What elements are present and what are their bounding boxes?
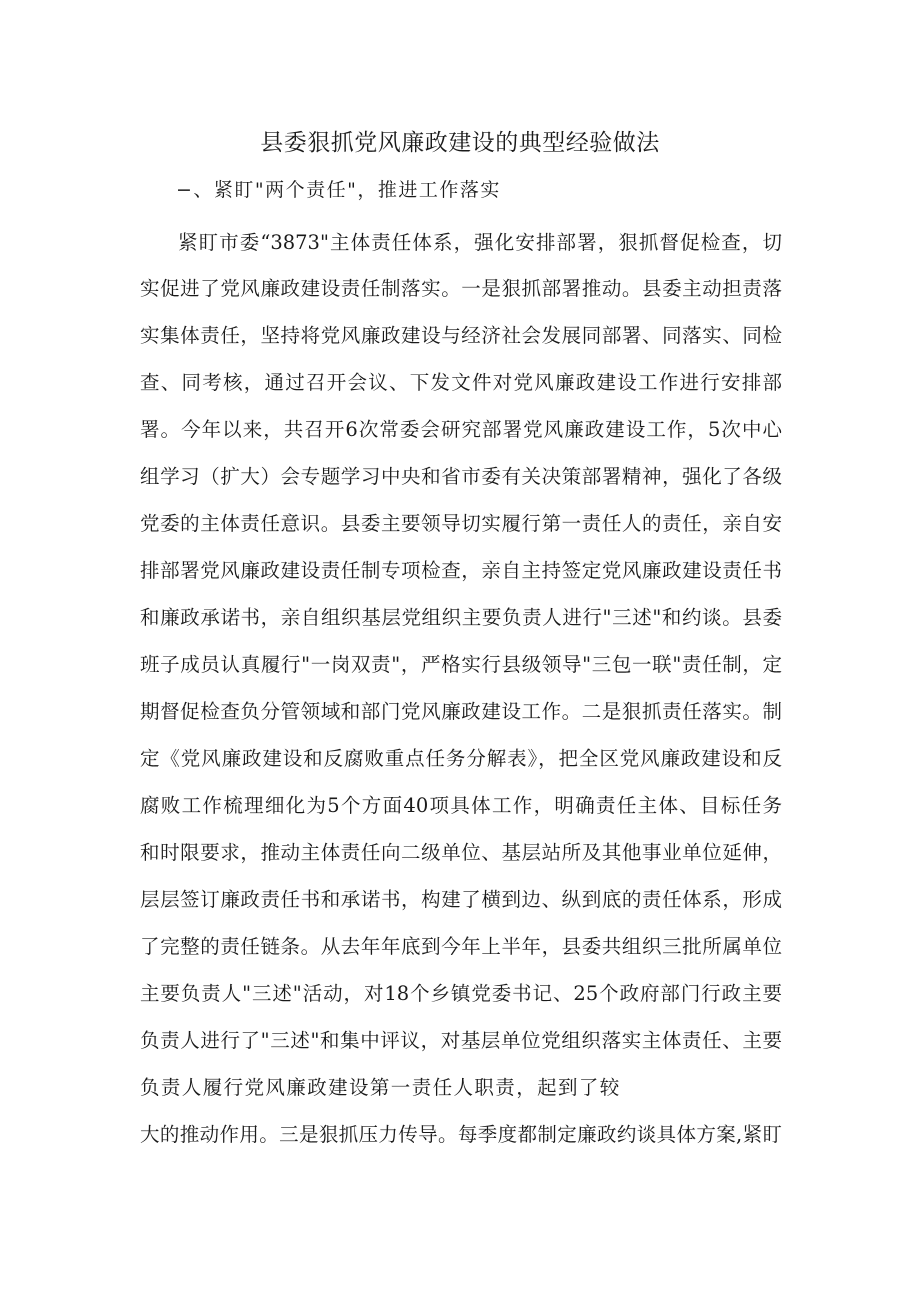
paragraph-line: 班子成员认真履行"一岗双责"，严格实行县级领导"三包一联"责任制，定 <box>140 653 782 676</box>
paragraph-line: 和时限要求，推动主体责任向二级单位、基层站所及其他事业单位延伸， <box>140 841 782 864</box>
paragraph-line: 和廉政承诺书，亲自组织基层党组织主要负责人进行"三述"和约谈。县委 <box>140 606 782 629</box>
paragraph-line: 主要负责人"三述"活动，对18个乡镇党委书记、25个政府部门行政主要 <box>140 982 782 1005</box>
paragraph-line: 查、同考核，通过召开会议、下发文件对党风廉政建设工作进行安排部 <box>140 371 782 394</box>
paragraph-line: 署。今年以来，共召开6次常委会研究部署党风廉政建设工作，5次中心 <box>140 418 782 441</box>
paragraph-line: 实集体责任，坚持将党风廉政建设与经济社会发展同部署、同落实、同检 <box>140 324 782 347</box>
paragraph-line: 负责人进行了"三述"和集中评议，对基层单位党组织落实主体责任、主要 <box>140 1029 782 1052</box>
paragraph-line: 大的推动作用。三是狠抓压力传导。每季度都制定廉政约谈具体方案,紧盯 <box>140 1123 782 1146</box>
paragraph-line: 负责人履行党风廉政建设第一责任人职责，起到了较 <box>140 1076 621 1099</box>
paragraph-line: 紧盯市委“3873"主体责任体系，强化安排部署，狠抓督促检查，切 <box>178 231 782 254</box>
paragraph-line: 实促进了党风廉政建设责任制落实。一是狠抓部署推动。县委主动担责落 <box>140 277 782 300</box>
document-title: 县委狠抓党风廉政建设的典型经验做法 <box>260 130 660 156</box>
section-heading: −、紧盯"两个责任"，推进工作落实 <box>176 179 501 201</box>
paragraph-line: 定《党风廉政建设和反腐败重点任务分解表》，把全区党风廉政建设和反 <box>140 747 782 770</box>
paragraph-line: 排部署党风廉政建设责任制专项检查，亲自主持签定党风廉政建设责任书 <box>140 559 782 582</box>
paragraph-line: 组学习（扩大）会专题学习中央和省市委有关决策部署精神，强化了各级 <box>140 465 782 488</box>
paragraph-line: 层层签订廉政责任书和承诺书，构建了横到边、纵到底的责任体系，形成 <box>140 888 782 911</box>
paragraph-line: 腐败工作梳理细化为5个方面40项具体工作，明确责任主体、目标任务 <box>140 794 782 817</box>
paragraph-line: 了完整的责任链条。从去年年底到今年上半年，县委共组织三批所属单位 <box>140 935 782 958</box>
paragraph-line: 党委的主体责任意识。县委主要领导切实履行第一责任人的责任，亲自安 <box>140 512 782 535</box>
paragraph-line: 期督促检查负分管领域和部门党风廉政建设工作。二是狠抓责任落实。制 <box>140 700 782 723</box>
